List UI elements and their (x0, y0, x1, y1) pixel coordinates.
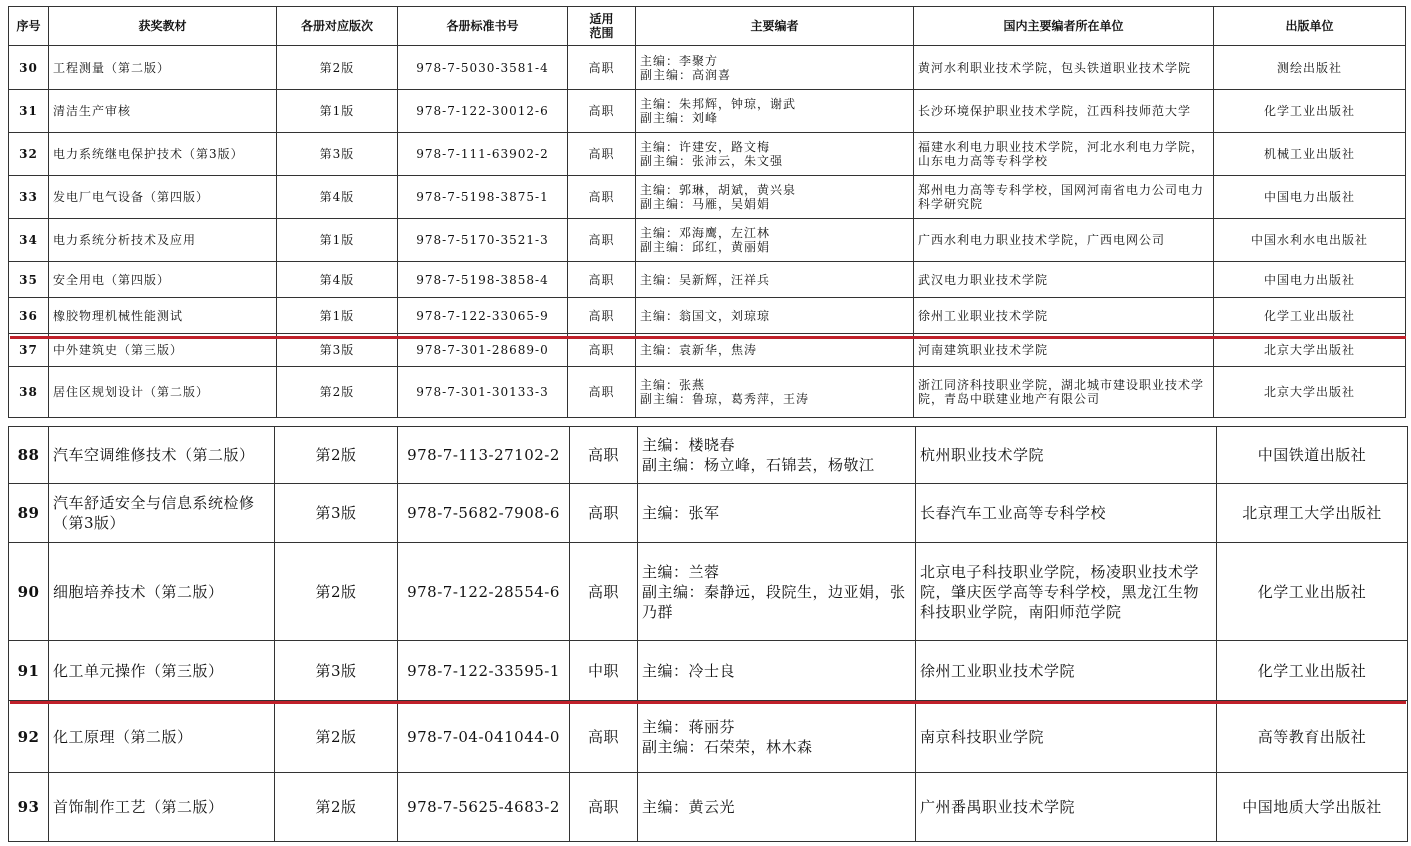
row-title: 电力系统分析技术及应用 (49, 219, 277, 262)
row-edition: 第1版 (277, 90, 398, 133)
row-title: 电力系统继电保护技术（第3版） (49, 133, 277, 176)
editor-line: 主编：郭琳，胡斌，黄兴泉 (640, 183, 797, 197)
editor-line: 主编：翁国文，刘琼琼 (640, 308, 771, 323)
row-publisher: 中国地质大学出版社 (1217, 773, 1408, 842)
row-seq: 93 (9, 773, 49, 842)
row-scope: 高职 (568, 90, 636, 133)
row-units: 徐州工业职业技术学院 (916, 641, 1217, 701)
editor-line: 副主编：邱红，黄丽娟 (640, 240, 771, 254)
row-units: 杭州职业技术学院 (916, 427, 1217, 484)
row-publisher: 化学工业出版社 (1217, 543, 1408, 641)
row-edition: 第4版 (277, 176, 398, 219)
row-isbn: 978-7-5625-4683-2 (398, 773, 570, 842)
row-isbn: 978-7-5198-3858-4 (398, 262, 568, 298)
row-seq: 32 (9, 133, 49, 176)
table-row (9, 176, 1406, 219)
row-edition: 第1版 (277, 219, 398, 262)
row-scope: 高职 (570, 484, 638, 543)
row-scope: 高职 (570, 543, 638, 641)
table-row (9, 484, 1408, 543)
row-title: 清洁生产审核 (49, 90, 277, 133)
editor-line: 主编：李聚方 (640, 53, 719, 68)
row-edition: 第2版 (277, 46, 398, 90)
editor-line: 主编：邓海鹰，左江林 (640, 226, 771, 240)
editor-line: 主编：蒋丽芬 (642, 717, 736, 736)
editor-line: 主编：冷士良 (642, 661, 736, 680)
editor-line: 主编：黄云光 (642, 798, 736, 816)
row-editors (638, 773, 916, 842)
table-row (9, 262, 1406, 298)
row-units: 徐州工业职业技术学院 (914, 298, 1214, 334)
row-title: 工程测量（第二版） (49, 46, 277, 90)
row-title: 发电厂电气设备（第四版） (49, 176, 277, 219)
row-isbn: 978-7-04-041044-0 (398, 701, 570, 773)
row-title: 汽车舒适安全与信息系统检修（第3版） (49, 484, 275, 543)
table-row (9, 90, 1406, 133)
row-units: 南京科技职业学院 (916, 701, 1217, 773)
row-publisher: 化学工业出版社 (1217, 641, 1408, 701)
row-scope: 高职 (570, 773, 638, 842)
row-isbn: 978-7-5682-7908-6 (398, 484, 570, 543)
row-editors (636, 367, 914, 418)
highlight-line-bottom (10, 701, 1406, 704)
editor-line: 主编：许建安，路文梅 (640, 140, 771, 154)
awards-table-bottom (8, 426, 1408, 842)
row-edition: 第2版 (275, 427, 398, 484)
editor-line: 主编：吴新辉，汪祥兵 (640, 272, 771, 287)
row-units: 黄河水利职业技术学院，包头铁道职业技术学院 (914, 46, 1214, 90)
row-seq: 89 (9, 484, 49, 543)
row-seq: 33 (9, 176, 49, 219)
row-edition: 第2版 (277, 367, 398, 418)
row-title: 化工原理（第二版） (49, 701, 275, 773)
table-row (9, 427, 1408, 484)
header-units: 国内主要编者所在单位 (914, 7, 1214, 46)
row-isbn: 978-7-111-63902-2 (398, 133, 568, 176)
row-isbn: 978-7-113-27102-2 (398, 427, 570, 484)
row-seq: 34 (9, 219, 49, 262)
row-isbn: 978-7-301-30133-3 (398, 367, 568, 418)
row-scope: 高职 (570, 427, 638, 484)
row-edition: 第2版 (275, 543, 398, 641)
editor-line: 主编：袁新华，焦涛 (640, 343, 758, 357)
row-editors (636, 298, 914, 334)
row-seq: 31 (9, 90, 49, 133)
row-editors (636, 219, 914, 262)
row-publisher: 化学工业出版社 (1214, 298, 1406, 334)
editor-line: 副主编：马雁，吴娟娟 (640, 197, 771, 211)
editor-line: 主编：朱邦辉，钟琼，谢武 (640, 97, 797, 111)
row-scope: 高职 (568, 298, 636, 334)
row-editors (638, 427, 916, 484)
row-isbn: 978-7-301-28689-0 (398, 334, 568, 367)
row-units: 福建水利电力职业技术学院，河北水利电力学院，山东电力高等专科学校 (914, 133, 1214, 176)
row-publisher: 北京理工大学出版社 (1217, 484, 1408, 543)
awards-table-top (8, 6, 1406, 418)
row-title: 化工单元操作（第三版） (49, 641, 275, 701)
row-publisher: 北京大学出版社 (1214, 367, 1406, 418)
row-scope: 高职 (568, 219, 636, 262)
table-row (9, 219, 1406, 262)
row-edition: 第4版 (277, 262, 398, 298)
row-seq: 36 (9, 298, 49, 334)
row-title: 中外建筑史（第三版） (49, 334, 277, 367)
row-units: 北京电子科技职业学院，杨凌职业技术学院，肇庆医学高等专科学校，黑龙江生物科技职业学院，南阳师范学院 (916, 543, 1217, 641)
row-seq: 90 (9, 543, 49, 641)
table-row (9, 133, 1406, 176)
row-isbn: 978-7-5170-3521-3 (398, 219, 568, 262)
row-publisher: 中国水利水电出版社 (1214, 219, 1406, 262)
row-seq: 92 (9, 701, 49, 773)
header-publisher: 出版单位 (1214, 7, 1406, 46)
row-isbn: 978-7-5030-3581-4 (398, 46, 568, 90)
editor-line: 主编：兰蓉 (642, 562, 720, 581)
editor-line: 副主编：刘峰 (640, 111, 719, 125)
editor-line: 副主编：石荣荣，林木森 (642, 737, 813, 756)
row-edition: 第2版 (275, 773, 398, 842)
row-edition: 第1版 (277, 298, 398, 334)
row-units: 广州番禺职业技术学院 (916, 773, 1217, 842)
table-row (9, 641, 1408, 701)
header-scope: 适用 范围 (568, 7, 636, 46)
editor-line: 副主编：高润喜 (640, 67, 732, 82)
editor-line: 主编：张军 (642, 504, 720, 522)
row-publisher: 测绘出版社 (1214, 46, 1406, 90)
row-publisher: 中国电力出版社 (1214, 262, 1406, 298)
row-seq: 35 (9, 262, 49, 298)
header-edition: 各册对应版次 (277, 7, 398, 46)
row-publisher: 中国电力出版社 (1214, 176, 1406, 219)
row-editors (636, 176, 914, 219)
row-isbn: 978-7-122-30012-6 (398, 90, 568, 133)
row-seq: 88 (9, 427, 49, 484)
row-title: 居住区规划设计（第二版） (49, 367, 277, 418)
row-editors (638, 543, 916, 641)
row-editors (636, 46, 914, 90)
row-isbn: 978-7-122-33595-1 (398, 641, 570, 701)
row-isbn: 978-7-122-28554-6 (398, 543, 570, 641)
header-isbn: 各册标准书号 (398, 7, 568, 46)
row-publisher: 中国铁道出版社 (1217, 427, 1408, 484)
row-edition: 第3版 (275, 484, 398, 543)
row-seq: 38 (9, 367, 49, 418)
row-publisher: 北京大学出版社 (1214, 334, 1406, 367)
table-row (9, 46, 1406, 90)
row-editors (636, 262, 914, 298)
row-units: 浙江同济科技职业学院，湖北城市建设职业技术学院，青岛中联建业地产有限公司 (914, 367, 1214, 418)
row-edition: 第2版 (275, 701, 398, 773)
row-isbn: 978-7-5198-3875-1 (398, 176, 568, 219)
header-seq: 序号 (9, 7, 49, 46)
row-editors (638, 484, 916, 543)
row-scope: 高职 (568, 46, 636, 90)
highlight-line-top (10, 336, 1406, 339)
row-seq: 30 (9, 46, 49, 90)
row-scope: 高职 (570, 701, 638, 773)
row-seq: 37 (9, 334, 49, 367)
row-isbn: 978-7-122-33065-9 (398, 298, 568, 334)
row-units: 河南建筑职业技术学院 (914, 334, 1214, 367)
row-editors (638, 701, 916, 773)
header-editors: 主要编者 (636, 7, 914, 46)
editor-line: 主编：楼晓春 (642, 436, 736, 454)
header-title: 获奖教材 (49, 7, 277, 46)
table-row (9, 701, 1408, 773)
editor-line: 主编：张燕 (640, 378, 706, 392)
row-units: 武汉电力职业技术学院 (914, 262, 1214, 298)
header-row (9, 7, 1406, 46)
row-seq: 91 (9, 641, 49, 701)
row-editors (636, 90, 914, 133)
row-title: 安全用电（第四版） (49, 262, 277, 298)
table-row (9, 298, 1406, 334)
row-scope: 高职 (568, 133, 636, 176)
row-title: 汽车空调维修技术（第二版） (49, 427, 275, 484)
row-edition: 第3版 (277, 334, 398, 367)
row-units: 长沙环境保护职业技术学院，江西科技师范大学 (914, 90, 1214, 133)
row-publisher: 机械工业出版社 (1214, 133, 1406, 176)
row-edition: 第3版 (275, 641, 398, 701)
editor-line: 副主编：杨立峰，石锦芸，杨敬江 (642, 456, 875, 474)
editor-line: 副主编：张沛云，朱文强 (640, 154, 784, 168)
row-title: 细胞培养技术（第二版） (49, 543, 275, 641)
row-units: 长春汽车工业高等专科学校 (916, 484, 1217, 543)
row-editors (636, 133, 914, 176)
row-scope: 高职 (568, 262, 636, 298)
row-editors (638, 641, 916, 701)
row-publisher: 化学工业出版社 (1214, 90, 1406, 133)
row-title: 橡胶物理机械性能测试 (49, 298, 277, 334)
row-edition: 第3版 (277, 133, 398, 176)
row-scope: 高职 (568, 334, 636, 367)
table-row (9, 773, 1408, 842)
row-title: 首饰制作工艺（第二版） (49, 773, 275, 842)
row-scope: 高职 (568, 367, 636, 418)
table-row (9, 367, 1406, 418)
row-units: 广西水利电力职业技术学院，广西电网公司 (914, 219, 1214, 262)
row-publisher: 高等教育出版社 (1217, 701, 1408, 773)
row-scope: 高职 (568, 176, 636, 219)
row-scope: 中职 (570, 641, 638, 701)
editor-line: 副主编：秦静远，段院生，边亚娟，张乃群 (642, 582, 906, 621)
table-row (9, 543, 1408, 641)
editor-line: 副主编：鲁琼，葛秀萍，王涛 (640, 392, 810, 406)
row-units: 郑州电力高等专科学校，国网河南省电力公司电力科学研究院 (914, 176, 1214, 219)
